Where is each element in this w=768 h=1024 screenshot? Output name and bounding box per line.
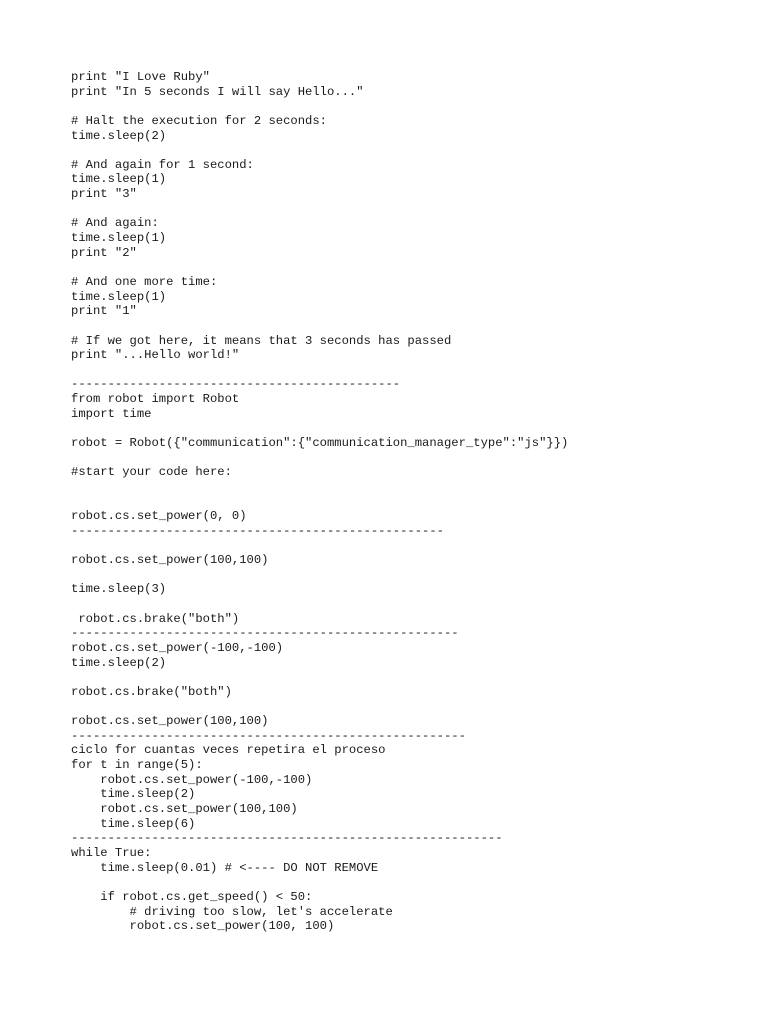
code-line: print "...Hello world!" xyxy=(71,348,240,363)
code-line: robot.cs.brake("both") xyxy=(71,684,232,699)
code-line xyxy=(71,421,751,436)
code-line: ciclo for cuantas veces repetira el proceso xyxy=(71,743,386,758)
code-line xyxy=(71,480,751,495)
code-line xyxy=(71,568,751,583)
code-line: if robot.cs.get_speed() < 50: xyxy=(71,889,313,904)
code-line xyxy=(71,319,751,334)
code-line xyxy=(71,700,751,715)
code-line: time.sleep(6) xyxy=(71,816,196,831)
code-line: # And again: xyxy=(71,216,159,231)
code-line: robot.cs.set_power(100, 100) xyxy=(71,919,335,934)
code-line: print "1" xyxy=(71,304,137,319)
code-line: robot.cs.set_power(100,100) xyxy=(71,714,269,729)
code-line: time.sleep(1) xyxy=(71,231,167,246)
code-line xyxy=(71,143,751,158)
code-line: ----------------------------------------------------------- xyxy=(71,831,503,846)
code-line: for t in range(5): xyxy=(71,758,203,773)
code-line: --------------------------------------------- xyxy=(71,377,401,392)
code-line: robot.cs.set_power(-100,-100) xyxy=(71,772,313,787)
code-line: # And one more time: xyxy=(71,274,218,289)
code-line: time.sleep(2) xyxy=(71,787,196,802)
code-line: from robot import Robot xyxy=(71,392,240,407)
code-line xyxy=(71,495,751,510)
code-line: ------------------------------------------------------ xyxy=(71,728,466,743)
code-document xyxy=(71,70,751,934)
code-line xyxy=(71,363,751,378)
code-line: --------------------------------------------------- xyxy=(71,523,444,538)
code-line xyxy=(71,597,751,612)
code-line xyxy=(71,202,751,217)
code-line: # If we got here, it means that 3 seconds has passed xyxy=(71,333,452,348)
code-line: # And again for 1 second: xyxy=(71,157,254,172)
code-line: time.sleep(1) xyxy=(71,289,167,304)
code-line: print "3" xyxy=(71,187,137,202)
code-line: robot.cs.set_power(0, 0) xyxy=(71,509,247,524)
code-line xyxy=(71,451,751,466)
code-line: time.sleep(2) xyxy=(71,655,167,670)
code-line: print "In 5 seconds I will say Hello..." xyxy=(71,84,364,99)
code-line: time.sleep(2) xyxy=(71,128,167,143)
code-line: while True: xyxy=(71,845,152,860)
code-line: time.sleep(1) xyxy=(71,172,167,187)
code-line: robot.cs.set_power(-100,-100) xyxy=(71,640,284,655)
code-line: print "I Love Ruby" xyxy=(71,70,210,84)
code-line: print "2" xyxy=(71,245,137,260)
code-line xyxy=(71,670,751,685)
code-line: # driving too slow, let's accelerate xyxy=(71,904,393,919)
code-line: # Halt the execution for 2 seconds: xyxy=(71,113,327,128)
code-line: time.sleep(3) xyxy=(71,582,167,597)
code-line: robot.cs.brake("both") xyxy=(71,611,240,626)
code-line: time.sleep(0.01) # <---- DO NOT REMOVE xyxy=(71,860,379,875)
code-line: #start your code here: xyxy=(71,465,232,480)
code-line xyxy=(71,539,751,554)
code-line: ----------------------------------------------------- xyxy=(71,626,459,641)
code-line: robot.cs.set_power(100,100) xyxy=(71,802,298,817)
code-line: import time xyxy=(71,406,152,421)
code-line: robot.cs.set_power(100,100) xyxy=(71,553,269,568)
code-line xyxy=(71,99,751,114)
code-line xyxy=(71,260,751,275)
code-line: robot = Robot({"communication":{"communication_manager_type":"js"}}) xyxy=(71,436,569,451)
code-line xyxy=(71,875,751,890)
